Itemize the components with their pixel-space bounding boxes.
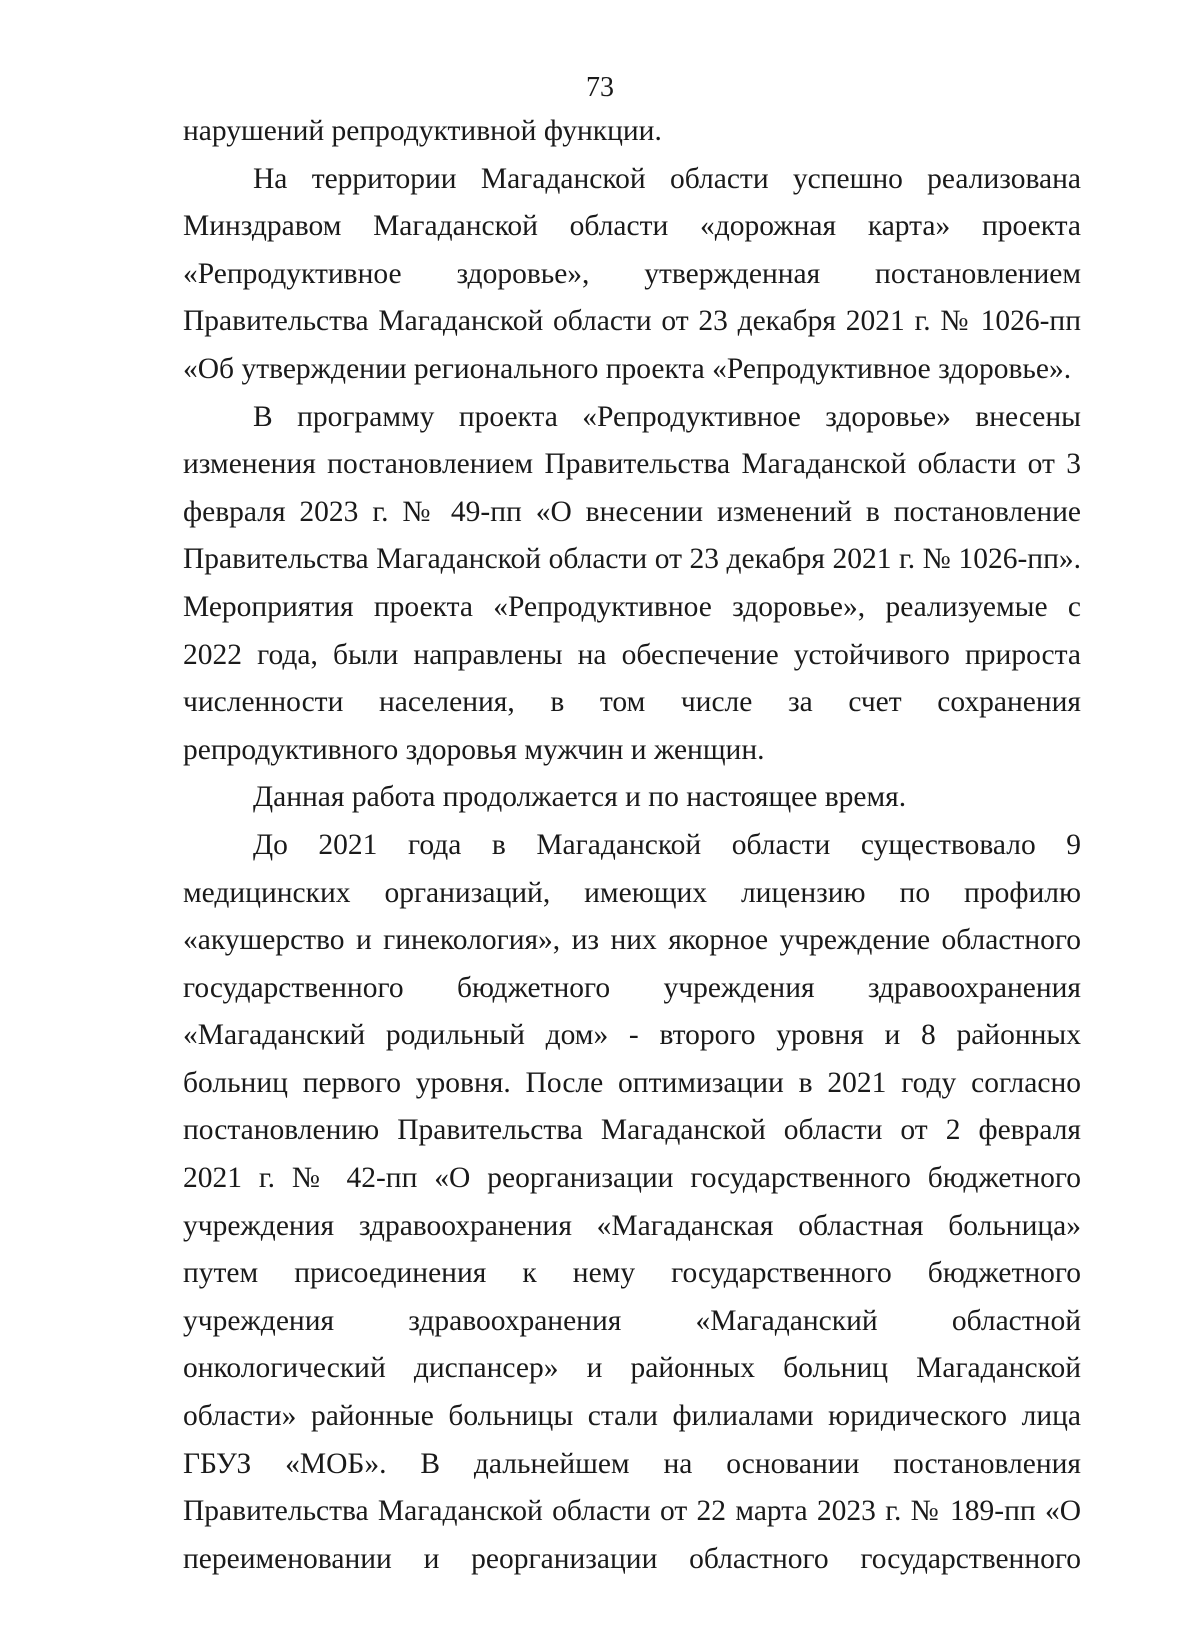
paragraph-continuation: нарушений репродуктивной функции.: [183, 115, 662, 147]
paragraph-work-continues: Данная работа продолжается и по настоящее время.: [253, 781, 907, 814]
page-number: 73: [586, 72, 614, 103]
paragraph-roadmap: На территории Магаданской области успешно реализована Минздравом Магаданской области «дорожная карта» проекта «Репродуктивное здоровье», утвержденная постановлением Правительства Магаданской области от 23 декабря 2021 г. № 1026-пп «Об утверждении регионального проекта «Репродуктивное здоровье».: [183, 162, 1081, 385]
paragraph-program-changes: В программу проекта «Репродуктивное здоровье» внесены изменения постановлением Правительства Магаданской области от 3 февраля 2023 г. № 49-пп «О внесении изменений в постановление Правительства Магаданской области от 23 декабря 2021 г. № 1026-пп». Мероприятия проекта «Репродуктивное здоровье», реализуемые с 2022 года, были направлены на обеспечение устойчивого прироста численности населения, в том числе за счет сохранения репродуктивного здоровья мужчин и женщин.: [183, 400, 1081, 766]
document-body: [183, 108, 1081, 1583]
paragraph-medical-organizations: До 2021 года в Магаданской области существовало 9 медицинских организаций, имеющих лицензию по профилю «акушерство и гинекология», из них якорное учреждение областного государственного бюджетного учреждения здравоохранения «Магаданский родильный дом» - второго уровня и 8 районных больниц первого уровня. После оптимизации в 2021 году согласно постановлению Правительства Магаданской области от 2 февраля 2021 г. № 42-пп «О реорганизации государственного бюджетного учреждения здравоохранения «Магаданская областная больница» путем присоединения к нему государственного бюджетного учреждения здравоохранения «Магаданский областной онкологический диспансер» и районных больниц Магаданской области» районные больницы стали филиалами юридического лица ГБУЗ «МОБ». В дальнейшем на основании постановления Правительства Магаданской области от 22 марта 2023 г. № 189-пп «О переименовании и реорганизации областного государственного: [183, 828, 1081, 1575]
